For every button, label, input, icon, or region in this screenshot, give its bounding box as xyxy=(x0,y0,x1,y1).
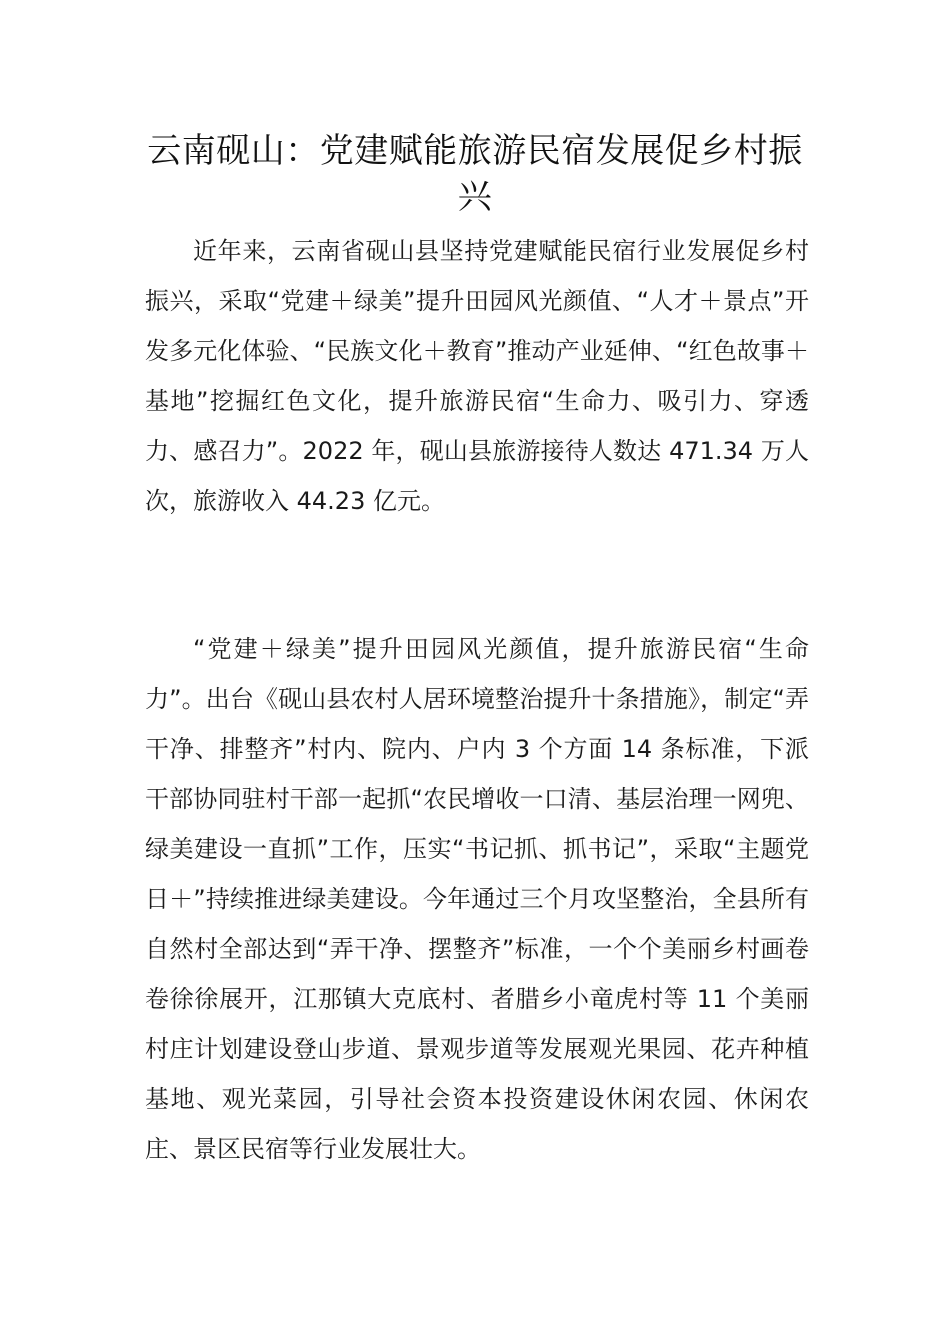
paragraph-party-building-green: “党建＋绿美”提升田园风光颜值，提升旅游民宿“生命力”。出台《砚山县农村人居环境整治提升十条措施》，制定“弄干净、排整齐”村内、院内、户内 3 个方面 14 条标准，下派干部协同驻村干部一起抓“农民增收一口清、基层治理一网兜、绿美建设一直抓”工作，压实“书记抓、抓书记”，采取“主题党日＋”持续推进绿美建设。今年通过三个月攻坚整治，全县所有自然村全部达到“弄干净、摆整齐”标准，一个个美丽乡村画卷卷徐徐展开，江那镇大克底村、者腊乡小竜虎村等 11 个美丽村庄计划建设登山步道、景观步道等发展观光果园、花卉种植基地、观光菜园，引导社会资本投资建设休闲农园、休闲农庄、景区民宿等行业发展壮大。 xyxy=(145,635,809,1163)
paragraph-intro: 近年来，云南省砚山县坚持党建赋能民宿行业发展促乡村振兴，采取“党建＋绿美”提升田园风光颜值、“人才＋景点”开发多元化体验、“民族文化＋教育”推动产业延伸、“红色故事＋基地”挖掘红色文化，提升旅游民宿“生命力、吸引力、穿透力、感召力”。2022 年，砚山县旅游接待人数达 471.34 万人次，旅游收入 44.23 亿元。 xyxy=(145,237,809,515)
document-title: 云南砚山：党建赋能旅游民宿发展促乡村振兴 xyxy=(147,131,803,217)
